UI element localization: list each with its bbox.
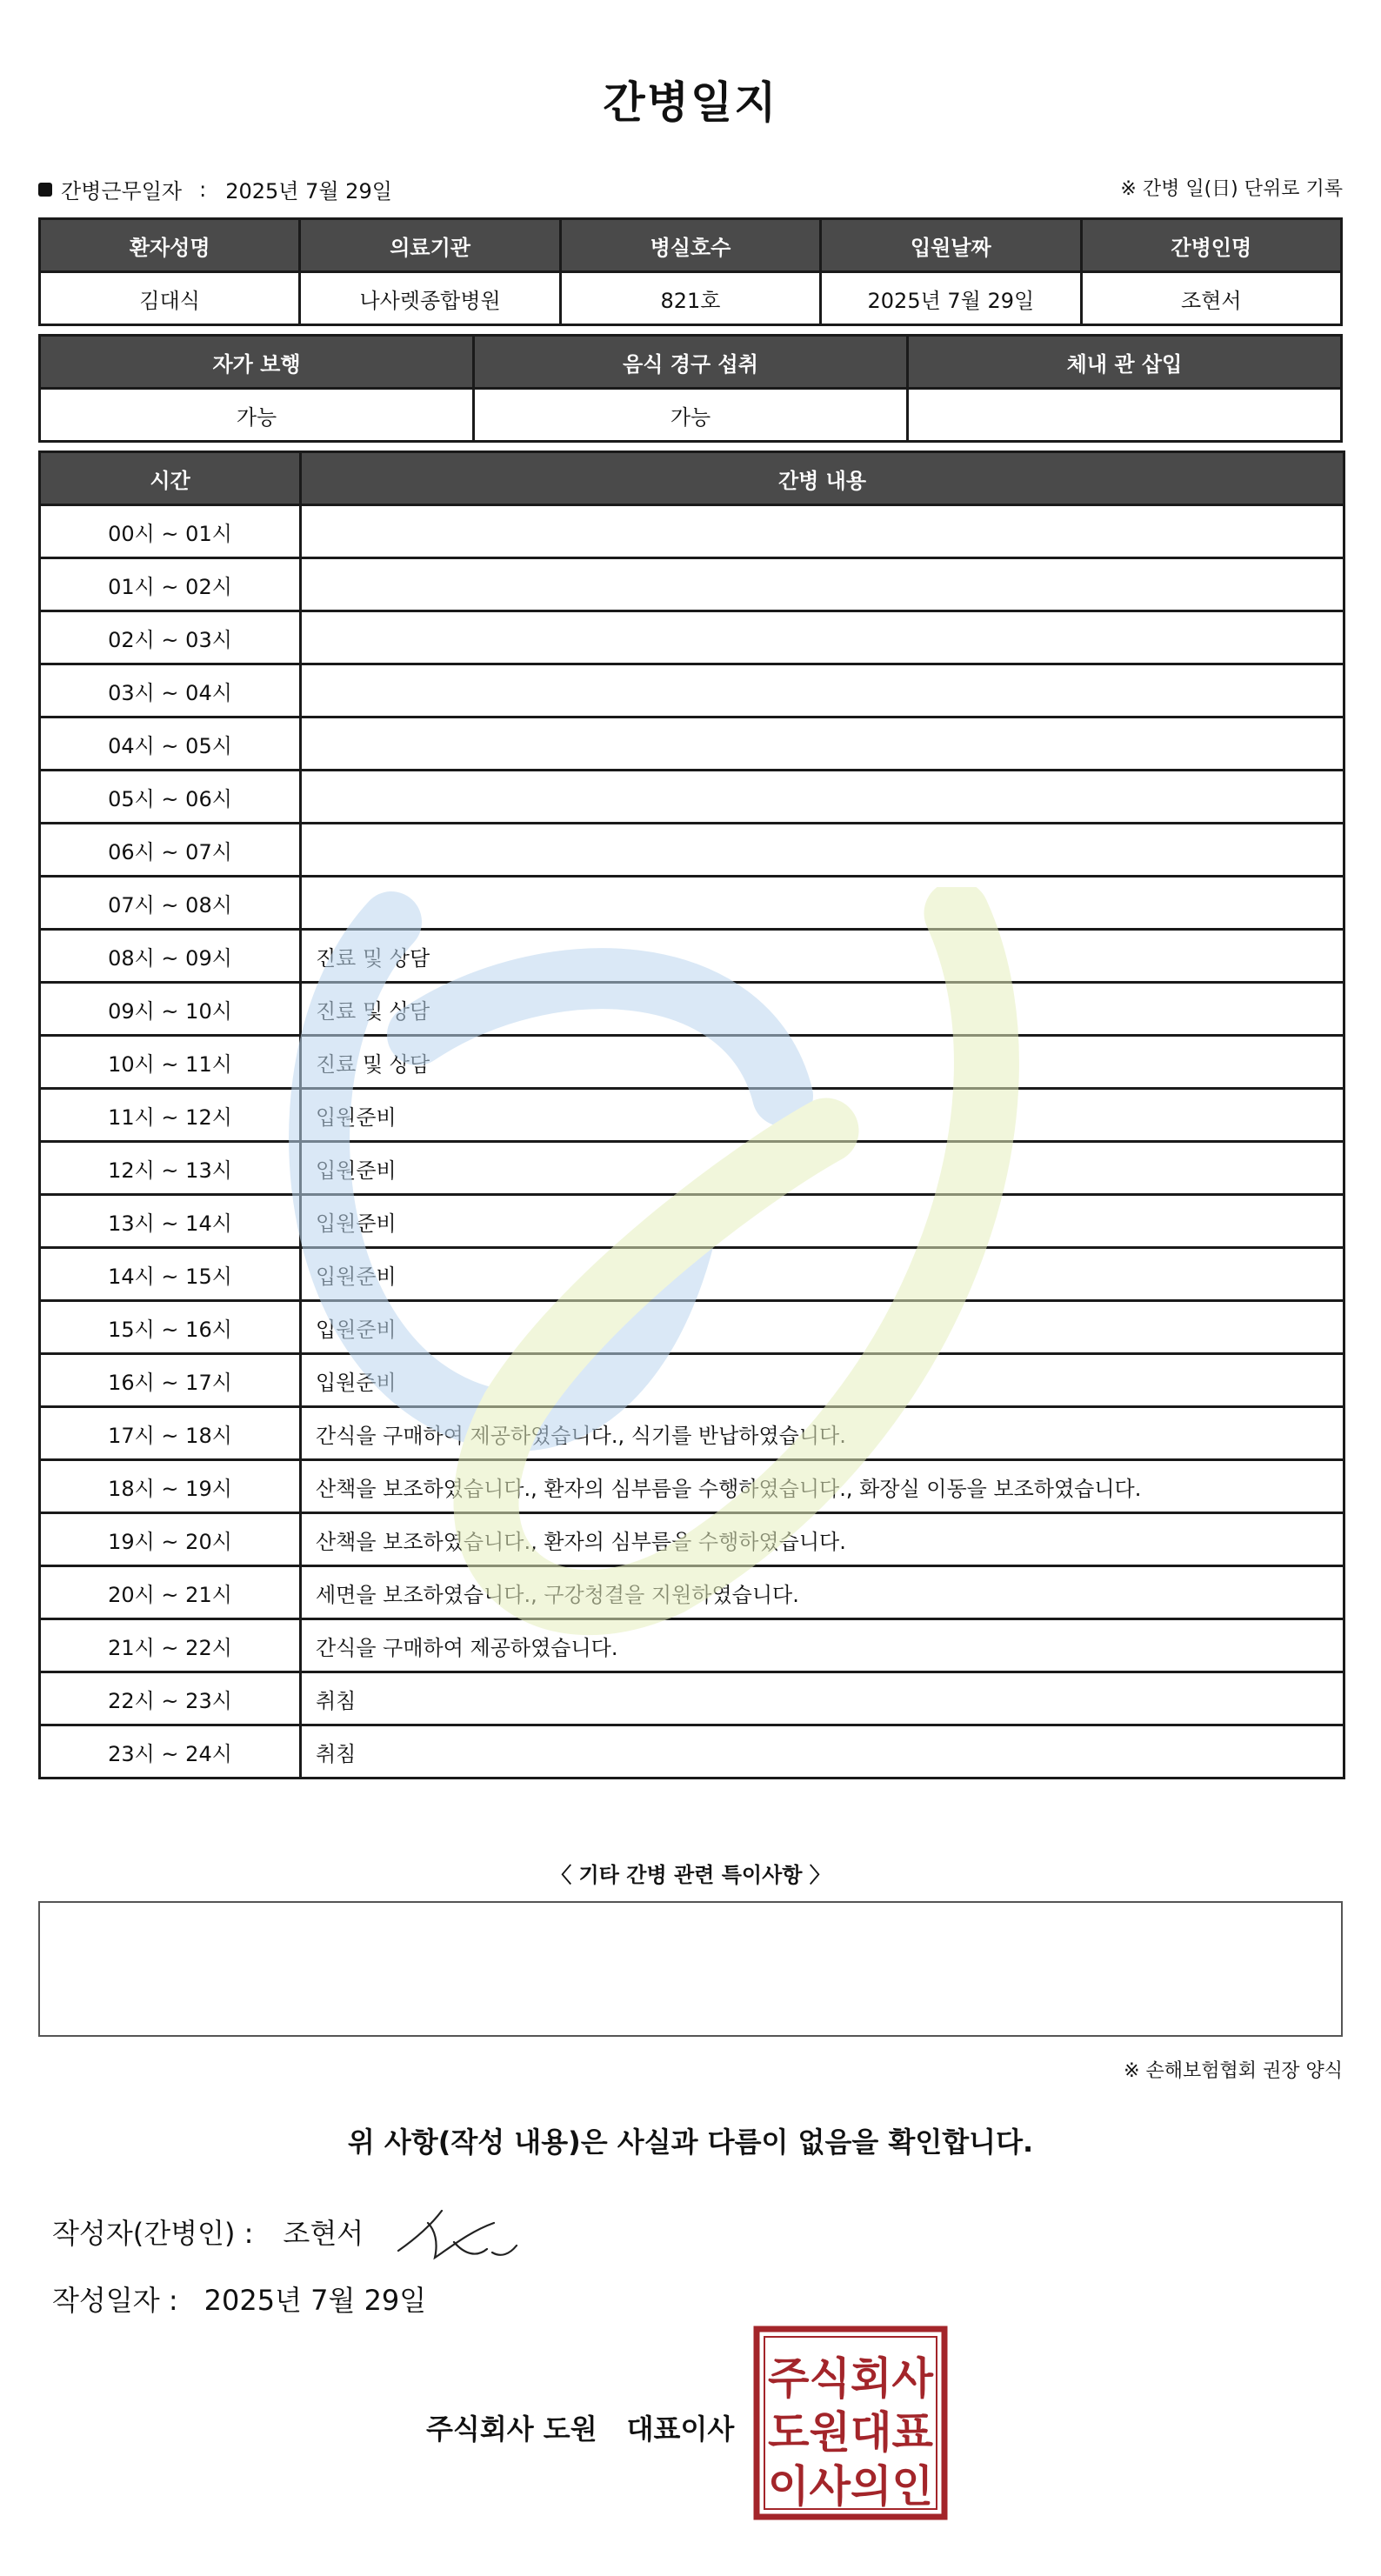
log-row (40, 1036, 1344, 1089)
seal-row-3: 이사의인 (768, 2461, 933, 2512)
header-admission-date: 입원날짜 (821, 219, 1081, 272)
log-row (40, 1142, 1344, 1195)
work-date-group (38, 174, 392, 204)
patient-status-table (38, 334, 1343, 443)
status-header-row (40, 336, 1342, 389)
log-time: 03시 ~ 04시 (40, 664, 301, 717)
log-content: 입원준비 (301, 1195, 1344, 1248)
log-content: 진료 및 상담 (301, 1036, 1344, 1089)
log-time: 19시 ~ 20시 (40, 1513, 301, 1566)
log-row (40, 1513, 1344, 1566)
log-content (301, 611, 1344, 664)
log-time: 11시 ~ 12시 (40, 1089, 301, 1142)
log-row (40, 1089, 1344, 1142)
log-row (40, 664, 1344, 717)
log-time: 09시 ~ 10시 (40, 983, 301, 1036)
log-time: 02시 ~ 03시 (40, 611, 301, 664)
care-log-table (38, 450, 1345, 1779)
header-tube: 체내 관 삽입 (908, 336, 1342, 389)
header-room: 병실호수 (560, 219, 820, 272)
log-content: 취침 (301, 1672, 1344, 1725)
written-date-value: 2025년 7월 29일 (203, 2284, 427, 2317)
caregiver-name: 조현서 (1081, 272, 1341, 325)
tube-value (908, 389, 1342, 442)
patient-header-row (40, 219, 1342, 272)
log-content (301, 717, 1344, 771)
status-value-row (40, 389, 1342, 442)
bullet-icon (38, 183, 52, 197)
log-row (40, 1301, 1344, 1354)
writer-label: 작성자(간병인) : (52, 2217, 254, 2250)
log-time: 06시 ~ 07시 (40, 824, 301, 877)
header-hospital: 의료기관 (300, 219, 560, 272)
log-row (40, 771, 1344, 824)
log-row (40, 877, 1344, 930)
log-row (40, 611, 1344, 664)
log-content (301, 505, 1344, 558)
remarks-box (38, 1901, 1343, 2037)
patient-name: 김대식 (40, 272, 300, 325)
log-row (40, 983, 1344, 1036)
log-row (40, 1566, 1344, 1619)
log-row (40, 1725, 1344, 1779)
form-note: ※ 손해보험협회 권장 양식 (1124, 2060, 1343, 2082)
log-content (301, 824, 1344, 877)
log-time: 08시 ~ 09시 (40, 930, 301, 983)
writer-name: 조현서 (283, 2217, 364, 2250)
log-content: 입원준비 (301, 1354, 1344, 1407)
log-time: 15시 ~ 16시 (40, 1301, 301, 1354)
log-time: 07시 ~ 08시 (40, 877, 301, 930)
remarks-title: 〈 기타 간병 관련 특이사항 〉 (550, 1863, 831, 1887)
log-time: 01시 ~ 02시 (40, 558, 301, 611)
log-content: 입원준비 (301, 1301, 1344, 1354)
header-care-content: 간병 내용 (301, 452, 1344, 505)
page-title: 간병일지 (603, 77, 778, 128)
signature-image (390, 2197, 520, 2266)
log-row (40, 558, 1344, 611)
admission-date: 2025년 7월 29일 (821, 272, 1081, 325)
log-time: 22시 ~ 23시 (40, 1672, 301, 1725)
log-row (40, 1354, 1344, 1407)
log-row (40, 824, 1344, 877)
log-time: 13시 ~ 14시 (40, 1195, 301, 1248)
header-walking: 자가 보행 (40, 336, 474, 389)
log-content: 간식을 구매하여 제공하였습니다. (301, 1619, 1344, 1672)
log-time: 14시 ~ 15시 (40, 1248, 301, 1301)
header-patient-name: 환자성명 (40, 219, 300, 272)
log-content: 진료 및 상담 (301, 930, 1344, 983)
unit-note: ※ 간병 일(日) 단위로 기록 (1120, 178, 1343, 200)
log-time: 21시 ~ 22시 (40, 1619, 301, 1672)
log-time: 20시 ~ 21시 (40, 1566, 301, 1619)
hospital-name: 나사렛종합병원 (300, 272, 560, 325)
log-time: 12시 ~ 13시 (40, 1142, 301, 1195)
room-number: 821호 (560, 272, 820, 325)
log-content: 입원준비 (301, 1248, 1344, 1301)
log-row (40, 1672, 1344, 1725)
log-time: 16시 ~ 17시 (40, 1354, 301, 1407)
log-time: 04시 ~ 05시 (40, 717, 301, 771)
writer-line (52, 2212, 364, 2252)
log-content: 간식을 구매하여 제공하였습니다., 식기를 반납하였습니다. (301, 1407, 1344, 1460)
log-content: 산책을 보조하였습니다., 환자의 심부름을 수행하였습니다. (301, 1513, 1344, 1566)
work-date-value: 2025년 7월 29일 (225, 179, 392, 204)
log-content (301, 877, 1344, 930)
header-time: 시간 (40, 452, 301, 505)
header-oral-intake: 음식 경구 섭취 (474, 336, 908, 389)
log-row (40, 1195, 1344, 1248)
log-row (40, 1248, 1344, 1301)
company-seal-stamp (751, 2324, 950, 2522)
written-date-label: 작성일자 : (52, 2284, 178, 2317)
log-time: 23시 ~ 24시 (40, 1725, 301, 1779)
log-time: 18시 ~ 19시 (40, 1460, 301, 1513)
company-ceo-title: 대표이사 (626, 2412, 735, 2446)
log-row (40, 1619, 1344, 1672)
log-content: 입원준비 (301, 1142, 1344, 1195)
header-caregiver: 간병인명 (1081, 219, 1341, 272)
seal-row-2: 도원대표 (768, 2407, 934, 2458)
patient-info-table (38, 217, 1343, 326)
log-content (301, 558, 1344, 611)
work-date-label: 간병근무일자 (61, 179, 183, 204)
log-time: 17시 ~ 18시 (40, 1407, 301, 1460)
log-content (301, 771, 1344, 824)
company-name: 주식회사 도원 (426, 2412, 597, 2446)
log-content: 산책을 보조하였습니다., 환자의 심부름을 수행하였습니다., 화장실 이동을 보조하였습니다. (301, 1460, 1344, 1513)
log-row (40, 505, 1344, 558)
patient-value-row (40, 272, 1342, 325)
log-row (40, 717, 1344, 771)
log-time: 10시 ~ 11시 (40, 1036, 301, 1089)
log-content: 진료 및 상담 (301, 983, 1344, 1036)
log-body (40, 505, 1344, 1779)
log-content: 세면을 보조하였습니다., 구강청결을 지원하였습니다. (301, 1566, 1344, 1619)
log-row (40, 1407, 1344, 1460)
confirmation-statement: 위 사항(작성 내용)은 사실과 다름이 없음을 확인합니다. (347, 2126, 1034, 2159)
log-content: 입원준비 (301, 1089, 1344, 1142)
log-time: 00시 ~ 01시 (40, 505, 301, 558)
oral-intake-value: 가능 (474, 389, 908, 442)
walking-value: 가능 (40, 389, 474, 442)
log-row (40, 930, 1344, 983)
seal-row-1: 주식회사 (768, 2353, 934, 2404)
work-date-colon: : (199, 177, 207, 202)
log-content: 취침 (301, 1725, 1344, 1779)
log-header-row (40, 452, 1344, 505)
log-row (40, 1460, 1344, 1513)
company-signoff (426, 2407, 734, 2447)
meta-row (38, 174, 1343, 205)
log-time: 05시 ~ 06시 (40, 771, 301, 824)
log-content (301, 664, 1344, 717)
written-date-line (52, 2279, 426, 2319)
